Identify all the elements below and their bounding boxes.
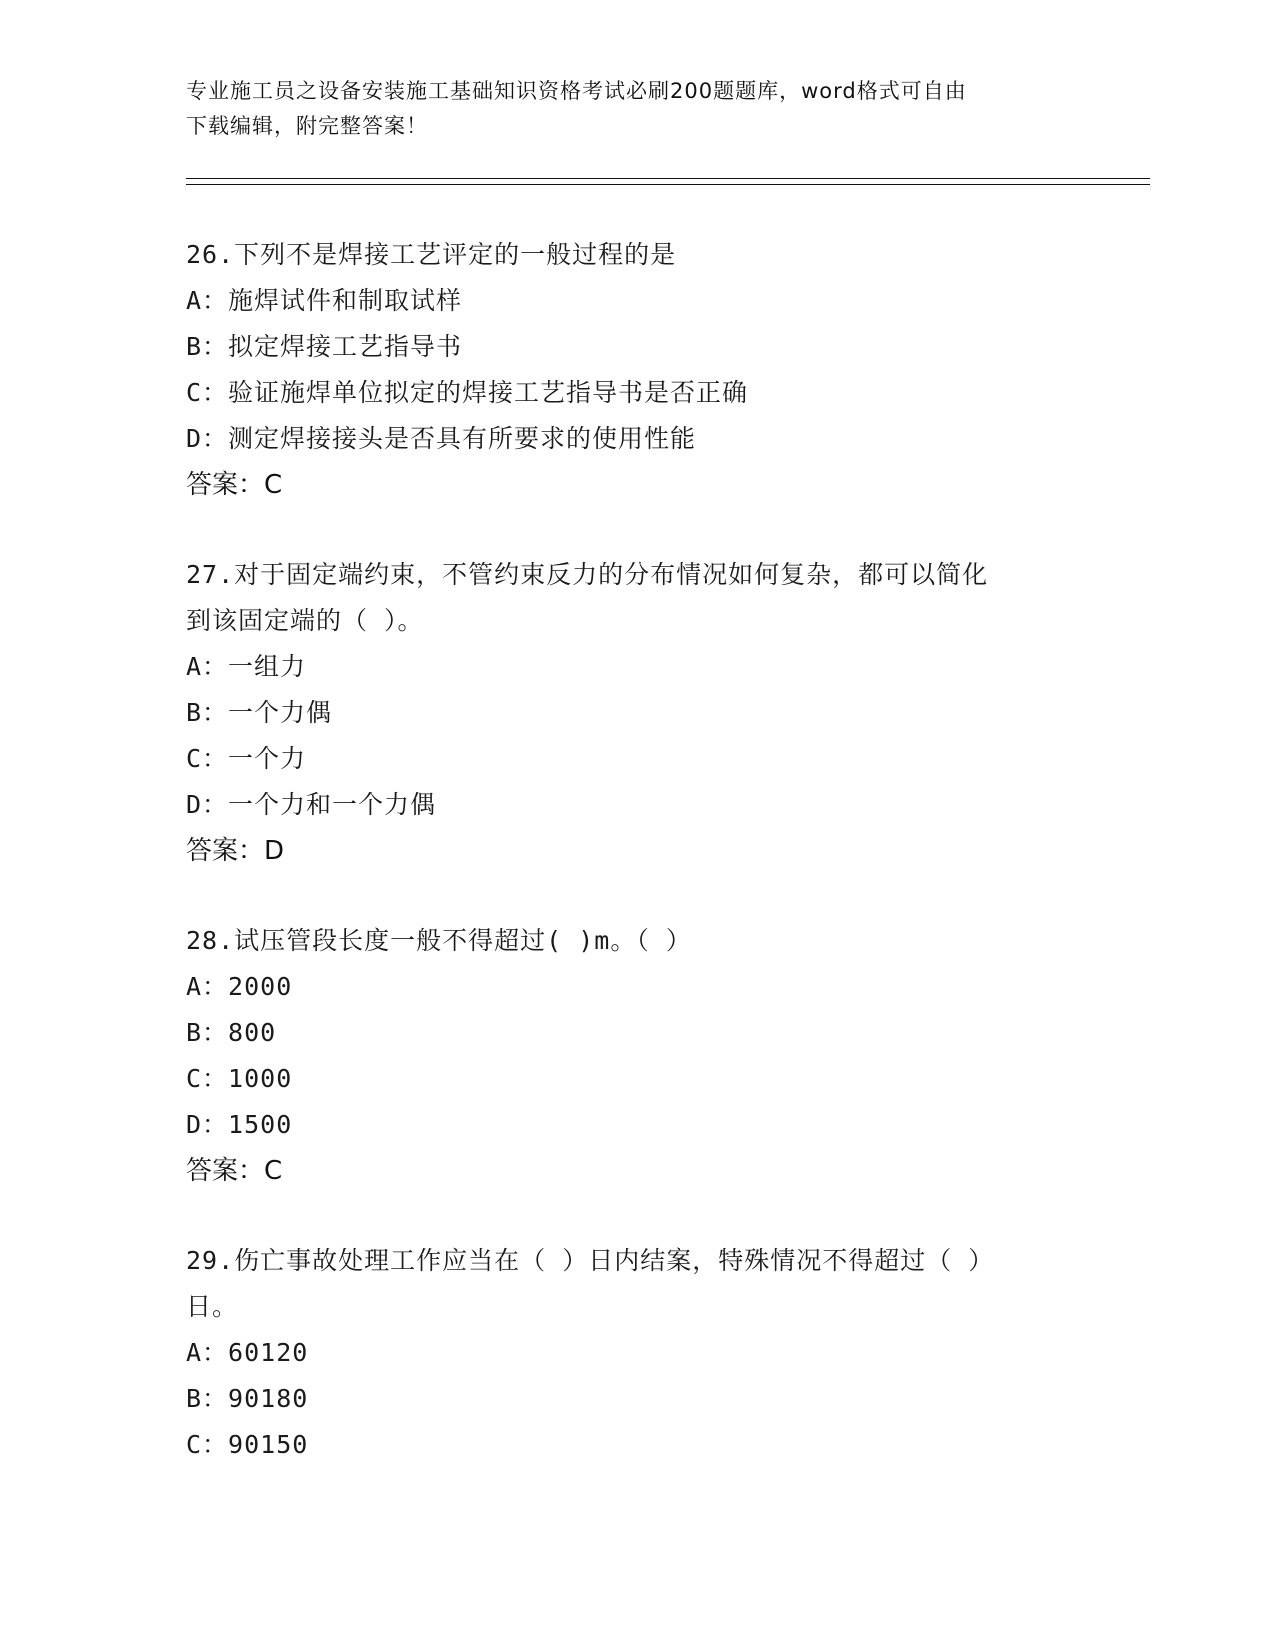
question-list <box>186 232 1086 1512</box>
answer-text: 答案：D <box>186 836 285 866</box>
option-d: D：一个力和一个力偶 <box>186 790 437 819</box>
option-b: B：800 <box>186 1018 277 1047</box>
document-header <box>186 74 1086 144</box>
question-stem-line-1: 27.对于固定端约束，不管约束反力的分布情况如何复杂，都可以简化 <box>186 560 989 589</box>
option-c: C：1000 <box>186 1064 293 1093</box>
option-c: C：90150 <box>186 1430 309 1459</box>
option-c: C：一个力 <box>186 744 307 773</box>
question-29 <box>186 1238 1086 1468</box>
option-a: A：施焊试件和制取试样 <box>186 286 463 315</box>
question-27 <box>186 552 1086 874</box>
option-b: B：90180 <box>186 1384 309 1413</box>
option-a: A：2000 <box>186 972 293 1001</box>
answer-text: 答案：C <box>186 470 283 500</box>
question-stem-line-2: 日。 <box>186 1292 239 1321</box>
header-divider-top <box>186 178 1150 179</box>
option-b: B：一个力偶 <box>186 698 333 727</box>
header-line-1: 专业施工员之设备安装施工基础知识资格考试必刷200题题库，word格式可自由 <box>186 79 967 103</box>
answer-text: 答案：C <box>186 1156 283 1186</box>
header-divider-bottom <box>186 184 1150 185</box>
question-28 <box>186 918 1086 1194</box>
option-d: D：1500 <box>186 1110 293 1139</box>
option-b: B：拟定焊接工艺指导书 <box>186 332 463 361</box>
question-stem: 26.下列不是焊接工艺评定的一般过程的是 <box>186 240 677 269</box>
option-a: A：一组力 <box>186 652 307 681</box>
option-d: D：测定焊接接头是否具有所要求的使用性能 <box>186 424 697 453</box>
option-c: C：验证施焊单位拟定的焊接工艺指导书是否正确 <box>186 378 749 407</box>
question-stem-line-2: 到该固定端的（ ）。 <box>186 606 424 635</box>
question-26 <box>186 232 1086 508</box>
question-stem-line-1: 29.伤亡事故处理工作应当在（ ）日内结案，特殊情况不得超过（ ） <box>186 1246 995 1275</box>
header-line-2: 下载编辑，附完整答案！ <box>186 114 428 138</box>
option-a: A：60120 <box>186 1338 309 1367</box>
question-stem: 28.试压管段长度一般不得超过( )m。（ ） <box>186 926 692 955</box>
